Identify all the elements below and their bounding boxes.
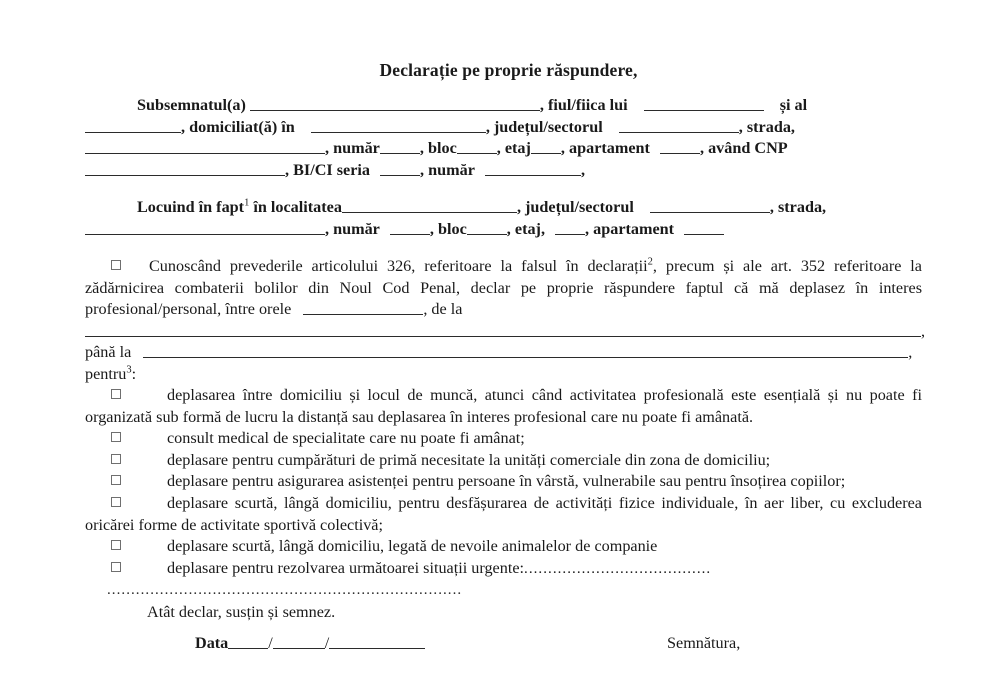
label-judet-2: , județul/sectorul [516, 198, 634, 216]
label-numar-2: , număr [420, 160, 475, 179]
label-bloc-2: , bloc [429, 219, 467, 238]
reason-label-assistance: deplasare pentru asigurarea asistenței pentru persoane în vârstă, vulnerabile sau pentru însoțirea copiilor; [167, 472, 846, 491]
input-date-month[interactable] [273, 634, 325, 649]
signature-row [85, 633, 922, 654]
input-interval-line-1[interactable] [85, 322, 921, 337]
reason-label-shopping: deplasare pentru cumpărături de primă necesitate la unități comerciale din zona de domiciliu; [167, 450, 771, 469]
input-etaj-2[interactable] [555, 220, 585, 235]
declaration-paragraph [85, 256, 922, 321]
label-pana-la: până la [85, 343, 132, 361]
list-item [85, 536, 922, 558]
label-comma-end: , [580, 160, 585, 179]
label-strada-1: , strada, [738, 117, 795, 136]
input-apartament-2[interactable] [684, 220, 724, 235]
residence-line-1 [85, 197, 922, 219]
input-strada-1[interactable] [85, 139, 325, 154]
checkbox-reason-exercise[interactable] [111, 497, 121, 507]
list-item [85, 385, 922, 428]
list-item [85, 428, 922, 450]
label-subsemnatul: Subsemnatul(a) [137, 96, 246, 114]
label-numar-3: , număr [325, 219, 380, 238]
label-data: Data [195, 634, 229, 653]
dotted-leader-urgent[interactable]: ....................................... [524, 560, 712, 577]
label-strada-2: , strada, [769, 198, 827, 216]
comma-2: , [908, 343, 913, 361]
input-localitate-fapt[interactable] [342, 198, 517, 213]
input-judet-1[interactable] [619, 118, 739, 133]
checkbox-reason-work[interactable] [111, 389, 121, 399]
identity-line-3 [85, 138, 922, 160]
checkbox-declaration[interactable] [111, 260, 121, 270]
label-locuind-in-fapt: Locuind în fapt [137, 198, 245, 216]
input-cnp[interactable] [85, 161, 285, 176]
footnote-ref-3: 3 [126, 364, 132, 376]
label-bloc-1: , bloc [419, 139, 457, 157]
declaration-text-part2: , precum și ale art. 352 referitoare la zădărnicirea combaterii bolilor din Noul Cod Penal, declar pe proprie răspundere faptul că mă deplasez în interes profesional/personal, între orele [85, 257, 922, 318]
identity-line-4 [85, 160, 922, 182]
declaration-text-part1: Cunoscând prevederile articolului 326, referitoare la falsul în declarații [149, 257, 648, 275]
input-etaj-1[interactable] [531, 139, 561, 154]
label-judet-1: , județul/sectorul [485, 117, 603, 136]
input-date-day[interactable] [228, 634, 268, 649]
identity-line-1 [85, 95, 922, 117]
input-judet-2[interactable] [650, 198, 770, 213]
list-item [85, 558, 922, 581]
checkbox-reason-urgent[interactable] [111, 562, 121, 572]
signature-label: Semnătura, [667, 634, 741, 653]
input-bloc-2[interactable] [467, 220, 507, 235]
input-bi-ci-numar[interactable] [485, 161, 581, 176]
checkbox-reason-medical[interactable] [111, 432, 121, 442]
label-cnp: , având CNP [699, 139, 788, 157]
label-colon: : [131, 364, 137, 383]
input-numar-2[interactable] [390, 220, 430, 235]
checkbox-reason-pets[interactable] [111, 540, 121, 550]
residence-block [85, 197, 922, 240]
label-apartament-2: , apartament [585, 219, 675, 238]
label-domiciliat: , domiciliat(ă) în [181, 117, 295, 136]
label-in-localitatea: în localitatea [249, 198, 342, 216]
reason-label-medical: consult medical de specialitate care nu poate fi amânat; [167, 429, 525, 448]
input-apartament-1[interactable] [660, 139, 700, 154]
label-si-al: și al [779, 96, 808, 114]
date-sep-1: / [268, 634, 273, 653]
list-item [85, 471, 922, 493]
reason-label-work: deplasarea între domiciliu și locul de muncă, atunci când activitatea profesională este esențială și nu poate fi organizată sub formă de lucru la distanță sau deplasarea în interes profesional care nu poate fi amânată. [85, 386, 922, 426]
comma-1: , [921, 321, 926, 340]
residence-line-2 [85, 219, 922, 241]
input-subsemnatul[interactable] [250, 96, 540, 111]
label-bi-ci: , BI/CI seria [285, 160, 370, 179]
date-field-group [195, 633, 667, 654]
checkbox-reason-shopping[interactable] [111, 454, 121, 464]
list-item [85, 450, 922, 472]
input-numar-1[interactable] [380, 139, 420, 154]
reasons-list [85, 385, 922, 601]
input-parinte[interactable] [644, 96, 764, 111]
reason-label-urgent: deplasare pentru rezolvarea următoarei situații urgente: [167, 558, 525, 577]
reason-label-pets: deplasare scurtă, lângă domiciliu, legată de nevoile animalelor de companie [167, 537, 658, 556]
footnote-ref-1: 1 [244, 197, 250, 209]
footnote-ref-2: 2 [647, 256, 653, 268]
input-bi-ci-seria[interactable] [380, 161, 420, 176]
label-apartament-1: , apartament [560, 139, 650, 157]
label-numar-1: , număr [325, 139, 380, 157]
reason-label-exercise: deplasare scurtă, lângă domiciliu, pentru desfășurarea de activități fizice individuale, în aer liber, cu excluderea oricărei forme de activitate sportivă colectivă; [85, 493, 922, 534]
declaration-text-part3: , de la [423, 300, 463, 318]
declaration-block [85, 256, 926, 385]
page-title: Declarație pe proprie răspundere, [379, 60, 638, 80]
label-etaj-1: , etaj [496, 139, 531, 157]
checkbox-reason-assistance[interactable] [111, 475, 121, 485]
declaration-rule-row-1 [85, 321, 926, 343]
input-parinte-2[interactable] [85, 118, 181, 133]
identity-block [85, 95, 922, 181]
input-interval-line-2[interactable] [143, 343, 908, 358]
identity-line-2 [85, 117, 922, 139]
date-sep-2: / [324, 634, 330, 653]
closing-statement: Atât declar, susțin și semnez. [147, 603, 336, 622]
declaration-rule-row-2 [85, 342, 922, 364]
label-etaj-2: , etaj, [506, 219, 545, 238]
label-fiul-fiica: , fiul/fiica lui [539, 96, 628, 114]
input-bloc-1[interactable] [457, 139, 497, 154]
list-item [85, 493, 922, 536]
label-pentru: pentru [85, 364, 127, 383]
input-date-year[interactable] [329, 634, 425, 649]
declaration-pentru-row [85, 364, 922, 386]
input-strada-2[interactable] [85, 220, 325, 235]
input-ora-start[interactable] [303, 300, 423, 315]
dotted-leader-overflow[interactable]: .......................................................................... [107, 582, 463, 599]
input-domiciliu-localitate[interactable] [311, 118, 486, 133]
